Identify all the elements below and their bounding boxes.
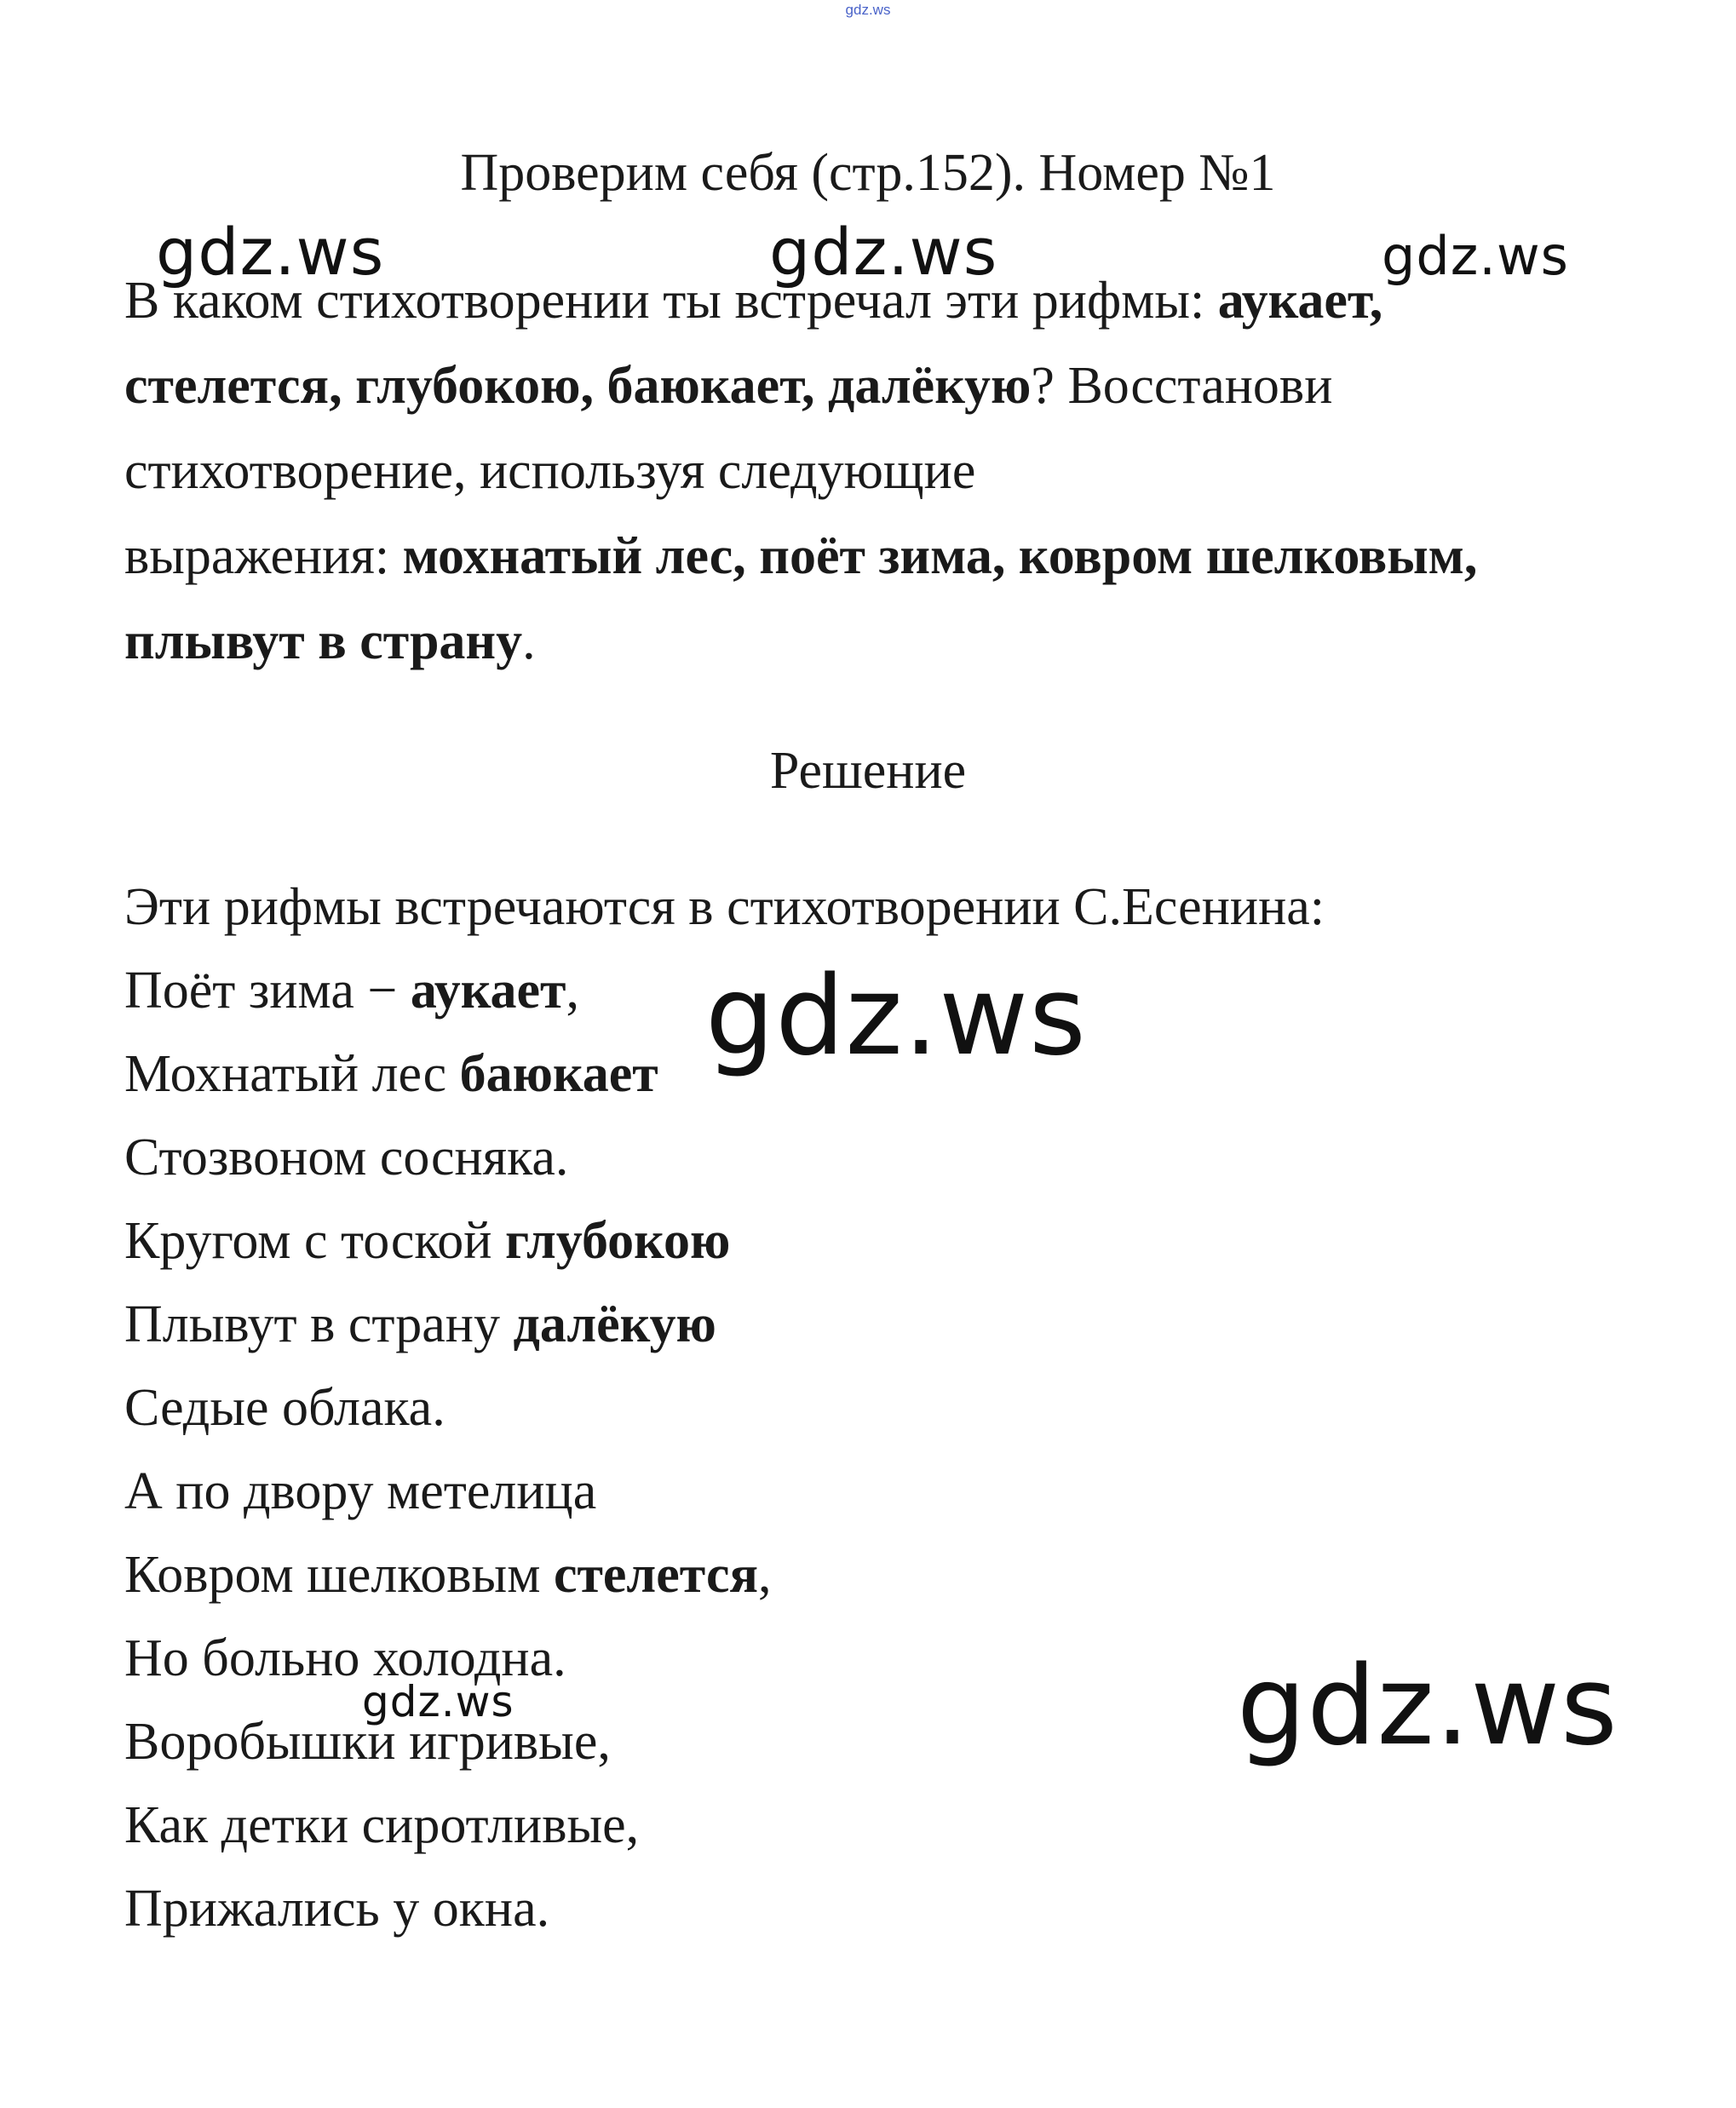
question-line-2: [124, 356, 1332, 416]
answer-intro: [124, 877, 1325, 937]
question-line-3: [124, 441, 975, 501]
rhyme-word: баюкает: [459, 1045, 658, 1103]
verse-text: ,: [758, 1546, 772, 1604]
verse-line-11: [124, 1795, 639, 1855]
verse-text: Но больно холодна.: [124, 1629, 566, 1687]
question-line-5: [124, 612, 536, 671]
verse-line-2: [124, 1044, 658, 1104]
question-text: выражения:: [124, 527, 403, 585]
verse-text: ,: [566, 962, 579, 1020]
verse-line-8: [124, 1545, 772, 1605]
verse-line-6: [124, 1378, 445, 1438]
watermark: gdz.ws: [769, 214, 998, 290]
verse-text: Стозвоном сосняка.: [124, 1129, 569, 1186]
verse-text: Ковром шелковым: [124, 1546, 554, 1604]
watermark: gdz.ws: [705, 953, 1087, 1080]
verse-text: Как детки сиротливые,: [124, 1796, 640, 1854]
question-line-4: [124, 526, 1477, 586]
expressions: мохнатый лес, поёт зима, ковром шелковым,: [402, 527, 1478, 585]
verse-line-7: [124, 1462, 596, 1521]
solution-heading: Решение: [769, 742, 967, 800]
rhyme-word: стелется: [553, 1546, 759, 1604]
verse-line-4: [124, 1211, 730, 1271]
verse-line-1: [124, 961, 579, 1020]
page-title: Проверим себя (стр.152). Номер №1: [460, 144, 1276, 202]
verse-text: Мохнатый лес: [124, 1045, 460, 1103]
verse-text: Плывут в страну: [124, 1295, 514, 1353]
verse-line-12: [124, 1879, 549, 1939]
verse-line-3: [124, 1128, 568, 1187]
verse-text: Седые облака.: [124, 1379, 445, 1437]
question-text: стихотворение, используя следующие: [124, 442, 976, 500]
question-text: ? Восстанови: [1031, 357, 1333, 415]
watermark: gdz.ws: [1382, 225, 1569, 287]
watermark: gdz.ws: [362, 1677, 514, 1726]
watermark: gdz.ws: [156, 214, 385, 290]
rhyme-word: глубокою: [505, 1212, 731, 1270]
expressions: плывут в страну: [124, 612, 523, 670]
question-text: В каком стихотворении ты встречал эти рифмы:: [124, 272, 1218, 330]
rhyme-word: аукает: [410, 962, 566, 1020]
question-text: .: [522, 612, 536, 670]
verse-text: Воробышки игривые,: [124, 1713, 611, 1771]
verse-line-5: [124, 1295, 716, 1354]
answer-text: Эти рифмы встречаются в стихотворении С.Есенина:: [124, 878, 1325, 936]
rhyme-word: аукает,: [1217, 272, 1383, 330]
verse-text: А по двору метелица: [124, 1462, 597, 1520]
verse-text: Прижались у окна.: [124, 1880, 550, 1938]
header-watermark: gdz.ws: [845, 2, 891, 18]
verse-text: Кругом с тоской: [124, 1212, 505, 1270]
verse-text: Поёт зима −: [124, 962, 411, 1020]
rhyme-words: стелется, глубокою, баюкает, далёкую: [124, 357, 1032, 415]
rhyme-word: далёкую: [513, 1295, 716, 1353]
watermark: gdz.ws: [1237, 1643, 1618, 1770]
